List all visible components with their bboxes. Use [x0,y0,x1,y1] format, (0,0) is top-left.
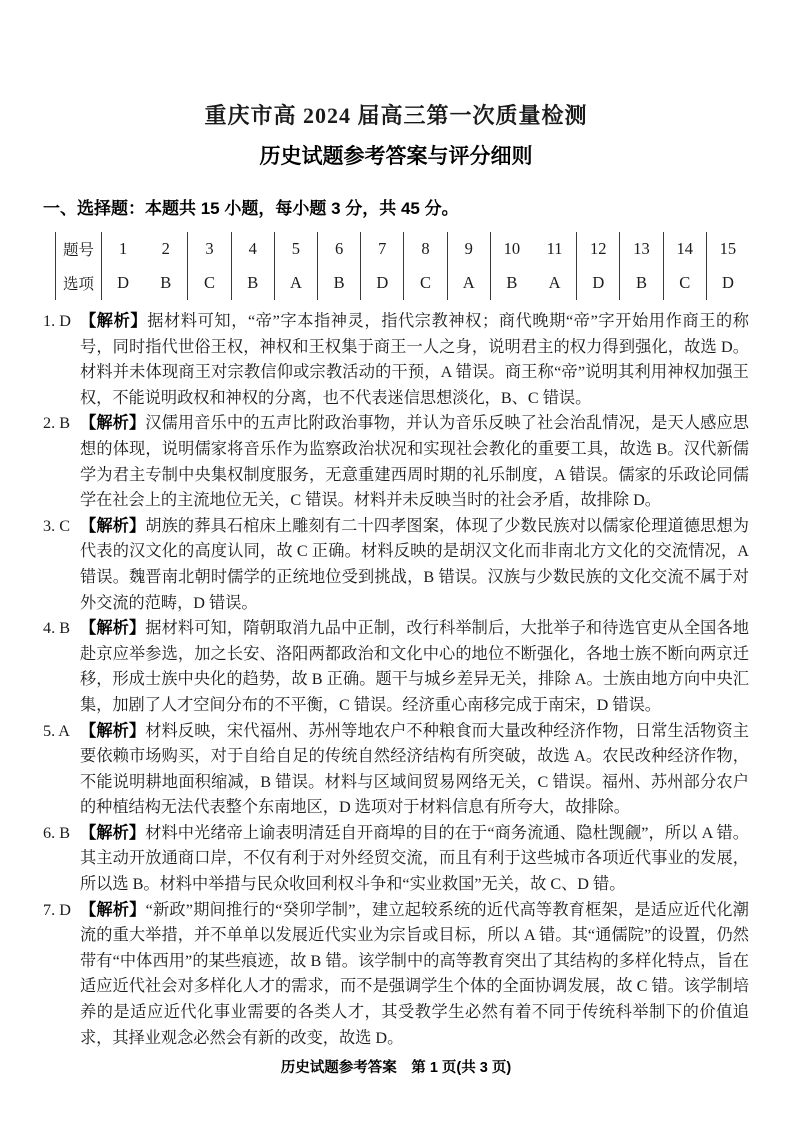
explanation-text: 材料中光绪帝上谕表明清廷自开商埠的目的在于“商务流通、隐杜觊觎”，所以 A 错。其主动开放通商口岸，不仅有利于对外经贸交流，而且有利于这些城市各项近代事业的发展，所以选 B。材料中举措与民众收回利权斗争和“实业救国”无关，故 C、D 错。 [80,823,749,894]
answer-table [55,232,749,300]
question-number-cell: 8 [403,232,446,266]
row-header-question-number: 题号 [55,232,101,266]
question-number-cell: 4 [231,232,274,266]
analysis-tag: 【解析】 [80,900,146,919]
answer-cell: C [403,266,446,300]
explanation-number-label: 1. D [43,312,71,330]
answer-cell: D [101,266,144,300]
answer-cell: C [187,266,230,300]
answer-cell: D [360,266,403,300]
page-footer: 历史试题参考答案 第 1 页(共 3 页) [280,1060,512,1077]
answer-cell: B [160,273,172,292]
question-number-cell: 15 [706,232,749,266]
question-number-cell: 9 [447,232,490,266]
explanation-item [43,514,749,616]
answer-cell: B [490,266,533,300]
explanation-item [43,898,749,1052]
explanation-number-label: 7. D [43,900,71,919]
explanation-text: 据材料可知，“帝”字本指神灵，指代宗教神权；商代晚期“帝”字开始用作商王的称号，同时指代世俗王权，神权和王权集于商王一人之身，说明君主的权力得到强化，故选 D。材料并未体现商王对宗教信仰或宗教活动的干预，A 错误。商王称“帝”说明其利用神权加强王权，不能说明政权和神权的分离，也不代表迷信思想淡化，B、C 错误。 [80,312,749,407]
answer-cell: B [619,266,662,300]
row-header-choice: 选项 [55,266,101,300]
answer-cell: D [576,266,619,300]
answer-cell: A [447,266,490,300]
question-number-cell: 13 [619,232,662,266]
section-heading-multiple-choice: 一、选择题：本题共 15 小题，每小题 3 分，共 45 分。 [43,199,459,218]
analysis-tag: 【解析】 [80,823,146,842]
question-number-cell: 5 [274,232,317,266]
answer-cell: B [231,266,274,300]
explanation-item [43,821,749,898]
explanations-list [43,309,749,1051]
question-number-cell: 2 [161,239,170,258]
answer-cell: D [706,266,749,300]
analysis-tag: 【解析】 [80,516,146,535]
explanation-text: “新政”期间推行的“癸卯学制”，建立起较系统的近代高等教育框架，是适应近代化潮流的重大举措，并不单单以发展近代实业为宗旨或目标，所以 A 错。其“通儒院”的设置，仍然带有“中体西用”的某些痕迹，故 B 错。该学制中的高等教育突出了其结构的多样化特点，旨在适应近代社会对多样化人才的需求，而不是强调学生个体的全面协调发展，故 C 错。该学制培养的是适应近代化事业需要的各类人才，其受教学生必然有着不同于传统科举制下的价值追求，其择业观念必然会有新的改变，故选 D。 [80,900,749,1047]
answer-cell: A [274,266,317,300]
explanation-number-label: 2. B [43,414,70,433]
answer-cell: C [663,266,706,300]
explanation-number-label: 5. A [43,721,70,740]
question-number-cell: 14 [663,232,706,266]
explanation-number-label: 6. B [43,823,70,842]
analysis-tag: 【解析】 [80,721,146,740]
analysis-tag: 【解析】 [80,414,146,433]
explanation-text: 汉儒用音乐中的五声比附政治事物，并认为音乐反映了社会治乱情况，是天人感应思想的体现，说明儒家将音乐作为监察政治状况和实现社会教化的重要工具，故选 B。汉代新儒学为君主专制中央集权制度服务，无意重建西周时期的礼乐制度，A 错误。儒家的乐政论同儒学在社会上的主流地位无关，C 错误。材料并未反映当时的社会矛盾，故排除 D。 [80,414,749,510]
question-number-cell: 7 [360,232,403,266]
explanation-item [43,411,749,513]
document-subtitle: 历史试题参考答案与评分细则 [259,145,533,168]
question-number-cell: 1 [101,232,144,266]
question-number-cell: 11 [546,239,563,258]
document-title: 重庆市高 2024 届高三第一次质量检测 [204,103,588,128]
question-number-cell: 3 [187,232,230,266]
explanation-number-label: 3. C [43,516,70,535]
question-number-cell: 12 [576,232,619,266]
explanation-item [43,719,749,821]
explanation-item [43,309,749,411]
answer-cell: B [317,266,360,300]
explanation-number-label: 4. B [43,619,70,638]
explanation-text: 据材料可知，隋朝取消九品中正制，改行科举制后，大批举子和待选官吏从全国各地赴京应举参选，加之长安、洛阳两都政治和文化中心的地位不断强化，各地士族不断向两京迁移，形成士族中央化的趋势，故 B 正确。题干与城乡差异无关，排除 A。士族由地方向中央汇集，加剧了人才空间分布的不平衡，C 错误。经济重心南移完成于南宋，D 错误。 [80,619,749,714]
explanation-text: 材料反映，宋代福州、苏州等地农户不种粮食而大量改种经济作物，日常生活物资主要依赖市场购买，对于自给自足的传统自然经济结构有所突破，故选 A。农民改种经济作物，不能说明耕地面积缩减，B 错误。材料与区域间贸易网络无关，C 错误。福州、苏州部分农户的种植结构无法代表整个东南地区，D 选项对于材料信息有所夸大，故排除。 [80,721,749,817]
explanation-text: 胡族的葬具石棺床上雕刻有二十四孝图案，体现了少数民族对以儒家伦理道德思想为代表的汉文化的高度认同，故 C 正确。材料反映的是胡汉文化而非南北方文化的交流情况，A 错误。魏晋南北朝时儒学的正统地位受到挑战，B 错误。汉族与少数民族的文化交流不属于对外交流的范畴，D 错误。 [80,516,749,612]
question-number-cell: 6 [317,232,360,266]
analysis-tag: 【解析】 [80,619,146,638]
question-number-cell: 10 [490,232,533,266]
answer-cell: A [548,273,561,292]
analysis-tag: 【解析】 [80,312,148,330]
explanation-item [43,616,749,718]
